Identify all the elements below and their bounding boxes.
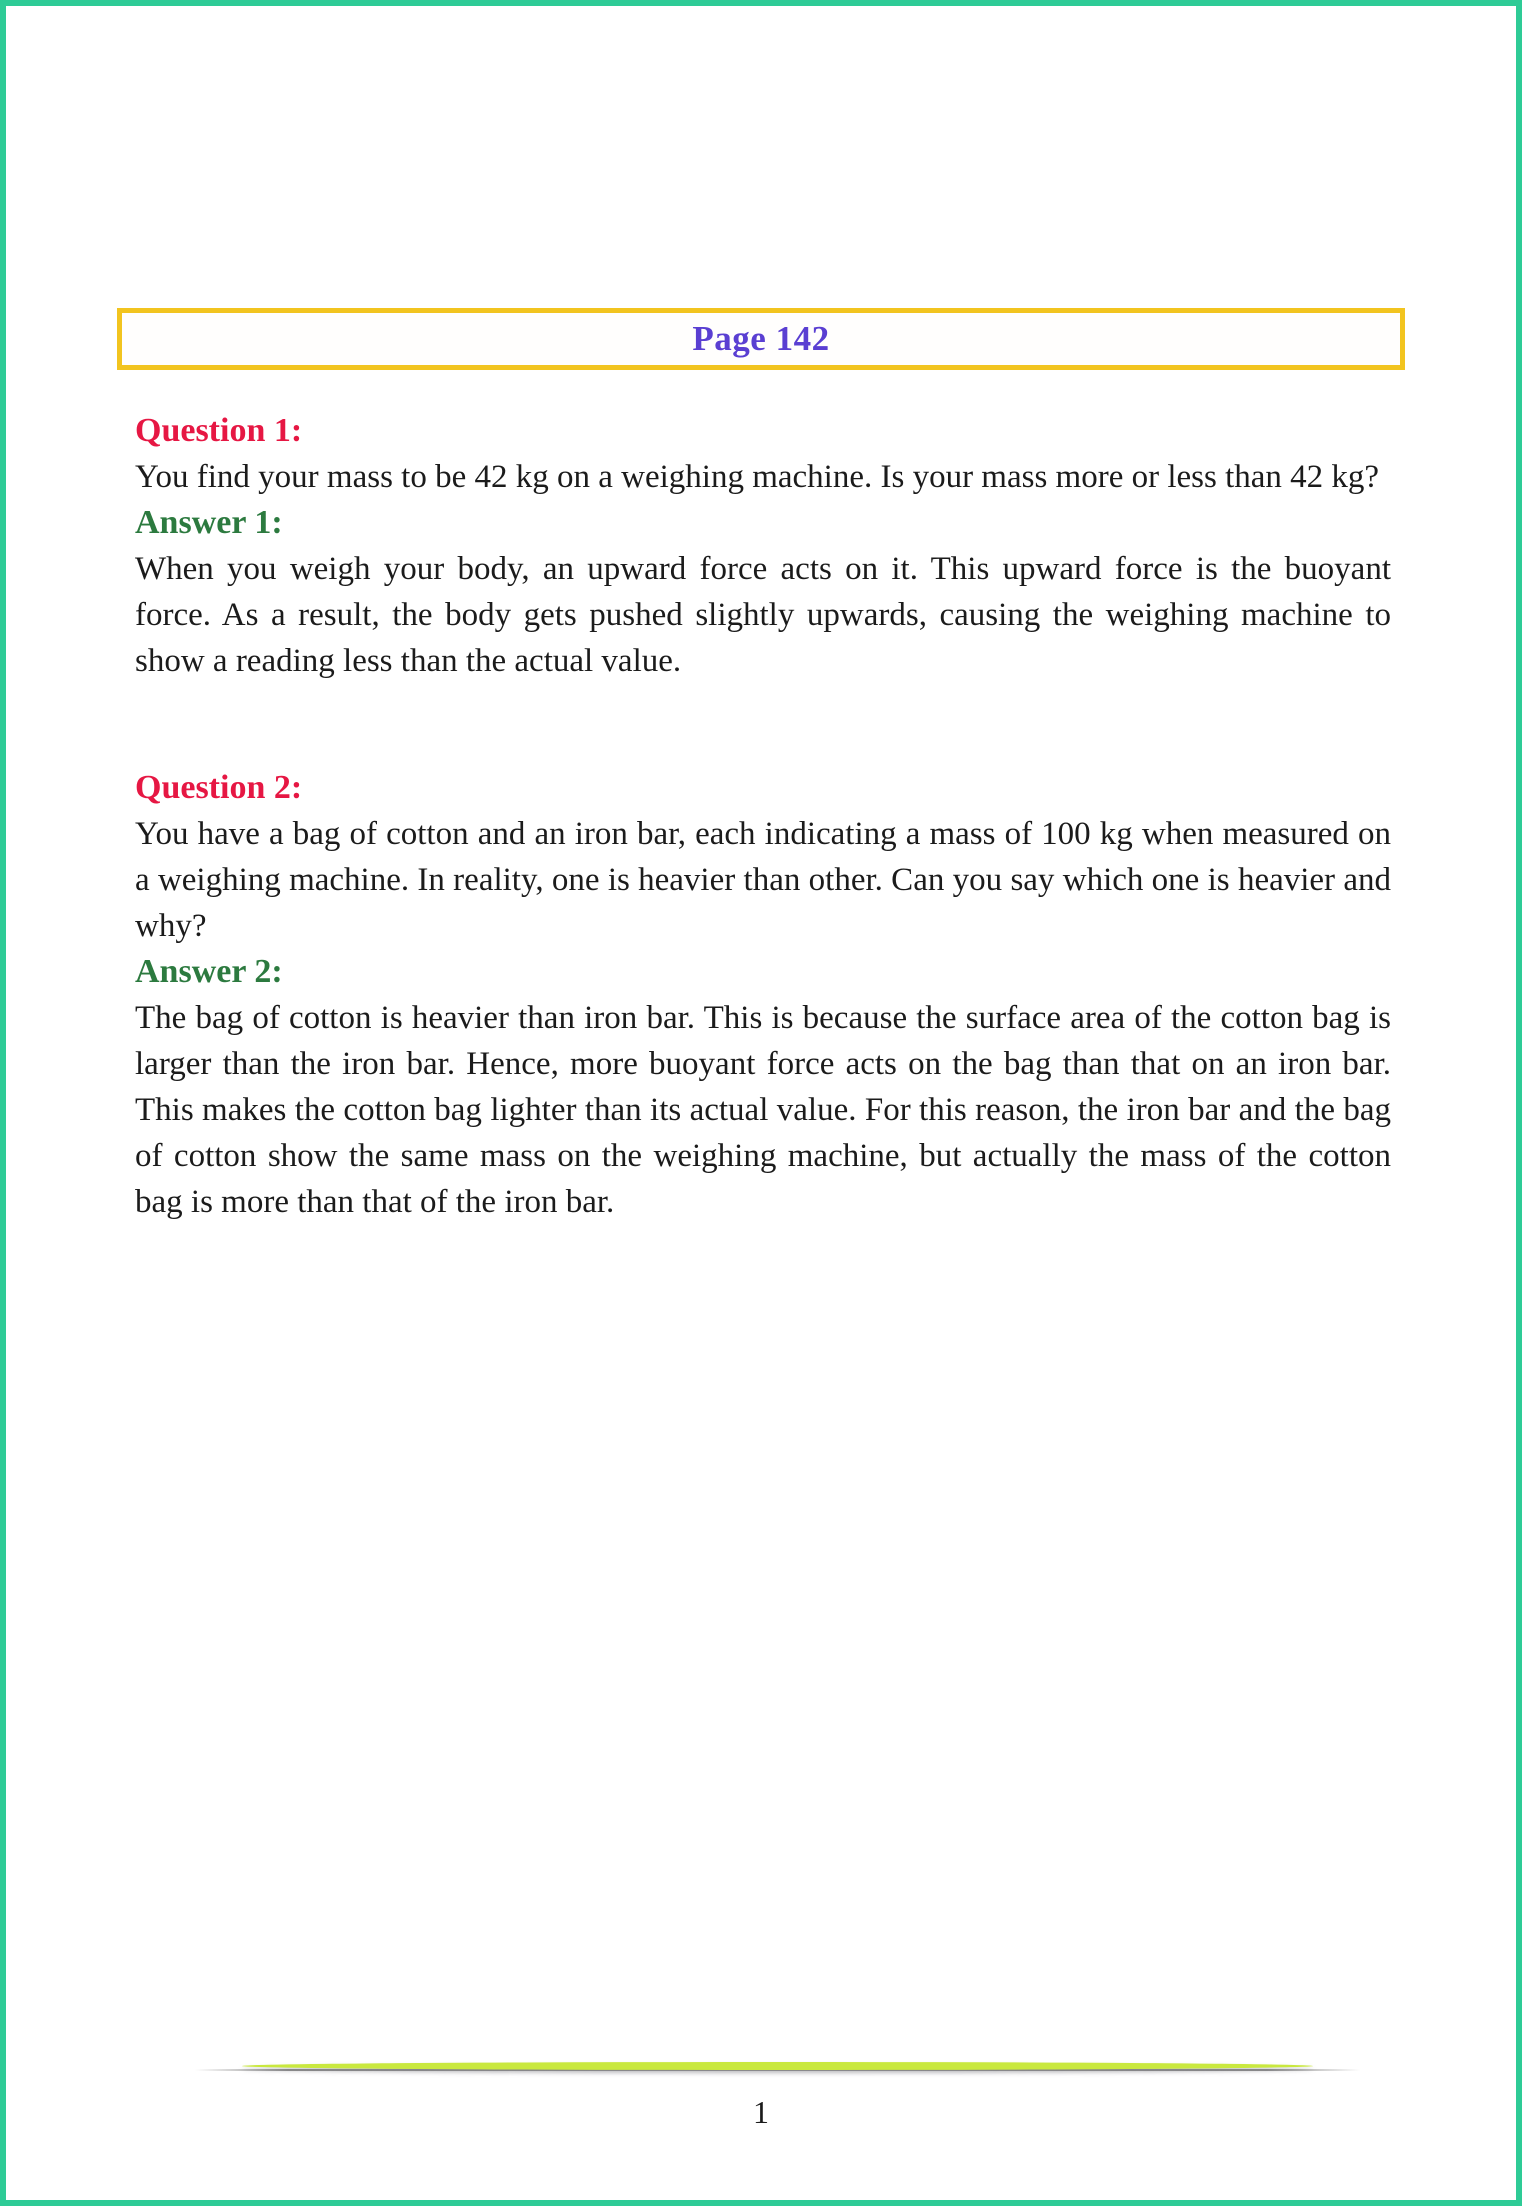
answer-1-text: When you weigh your body, an upward force acts on it. This upward force is the buoyant force. As a result, the body gets pushed slightly upwards, causing the weighing machine to show a reading less than the actual value.	[135, 551, 1391, 679]
page-number: 1	[753, 2094, 769, 2130]
page-title: Page 142	[692, 319, 830, 358]
question-2-label: Question 2:	[135, 769, 303, 806]
answer-1-label: Answer 1:	[135, 504, 283, 541]
question-2-text: You have a bag of cotton and an iron bar, each indicating a mass of 100 kg when measured on a weighing machine. In reality, one is heavier than other. Can you say which one is heavier and why?	[135, 816, 1391, 944]
page-header-box	[117, 308, 1405, 370]
question-1-text: You find your mass to be 42 kg on a weighing machine. Is your mass more or less than 42 kg?	[135, 459, 1380, 495]
footer-divider-lens	[242, 2062, 1314, 2070]
answer-2-text: The bag of cotton is heavier than iron bar. This is because the surface area of the cotton bag is larger than the iron bar. Hence, more buoyant force acts on the bag than that on an iron bar. This makes the cotton bag lighter than its actual value. For this reason, the iron bar and the bag of cotton show the same mass on the weighing machine, but actually the mass of the cotton bag is more than that of the iron bar.	[135, 1000, 1391, 1220]
question-1-label: Question 1:	[135, 412, 303, 449]
footer-divider	[195, 2060, 1360, 2076]
question-1-block	[135, 408, 1391, 684]
answer-2-label: Answer 2:	[135, 953, 283, 990]
content-area	[135, 408, 1391, 1225]
question-2-block	[135, 765, 1391, 1225]
